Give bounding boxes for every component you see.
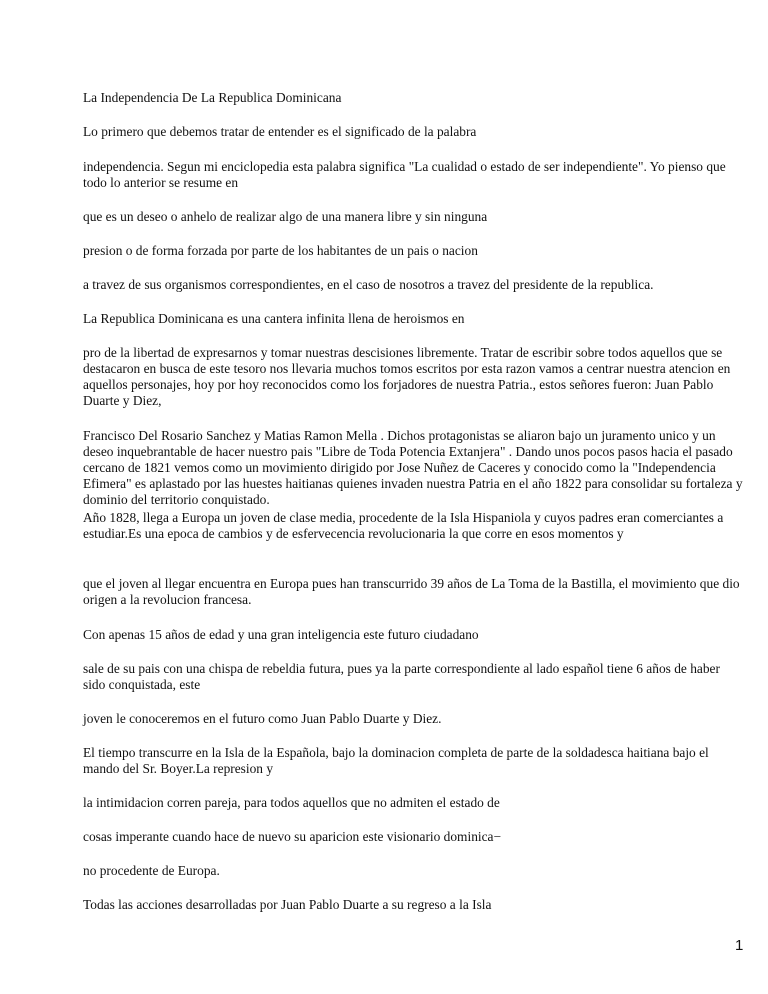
paragraph: cosas imperante cuando hace de nuevo su aparicion este visionario dominica− (83, 829, 502, 844)
paragraph: Con apenas 15 años de edad y una gran inteligencia este futuro ciudadano (83, 627, 479, 642)
paragraph: no procedente de Europa. (83, 863, 220, 878)
paragraph: Año 1828, llega a Europa un joven de clase media, procedente de la Isla Hispaniola y cuyos padres eran comerciantes a estudiar.Es una epoca de cambios y de esfervecencia revolucionaria la que corre en esos momentos y (83, 510, 724, 541)
paragraph: la intimidacion corren pareja, para todos aquellos que no admiten el estado de (83, 795, 500, 810)
paragraph: Todas las acciones desarrolladas por Juan Pablo Duarte a su regreso a la Isla (83, 897, 492, 912)
paragraph: independencia. Segun mi enciclopedia esta palabra significa "La cualidad o estado de ser independiente". Yo pienso que todo lo anterior se resume en (83, 159, 726, 190)
paragraph: presion o de forma forzada por parte de los habitantes de un pais o nacion (83, 243, 478, 258)
paragraph: a travez de sus organismos correspondientes, en el caso de nosotros a travez del presidente de la republica. (83, 277, 654, 292)
paragraph: Lo primero que debemos tratar de entender es el significado de la palabra (83, 124, 477, 139)
document-title: La Independencia De La Republica Dominicana (83, 90, 342, 105)
paragraph: que es un deseo o anhelo de realizar algo de una manera libre y sin ninguna (83, 209, 488, 224)
paragraph: sale de su pais con una chispa de rebeldia futura, pues ya la parte correspondiente al lado español tiene 6 años de haber sido conquistada, este (83, 661, 720, 692)
paragraph: El tiempo transcurre en la Isla de la Española, bajo la dominacion completa de parte de la soldadesca haitiana bajo el mando del Sr. Boyer.La represion y (83, 745, 709, 776)
paragraph: La Republica Dominicana es una cantera infinita llena de heroismos en (83, 311, 465, 326)
paragraph: pro de la libertad de expresarnos y tomar nuestras descisiones libremente. Tratar de escribir sobre todos aquellos que se destacaron en busca de este tesoro nos llevaria muchos tomos escritos por esta razon vamos a centrar nuestra atencion en aquellos personajes, hoy por hoy reconocidos como los forjadores de nuestra Patria., estos señores fueron: Juan Pablo Duarte y Diez, (83, 345, 731, 408)
page-number: 1 (735, 937, 744, 954)
paragraph: joven le conoceremos en el futuro como Juan Pablo Duarte y Diez. (83, 711, 442, 726)
paragraph: que el joven al llegar encuentra en Europa pues han transcurrido 39 años de La Toma de la Bastilla, el movimiento que dio origen a la revolucion francesa. (83, 576, 740, 607)
paragraph: Francisco Del Rosario Sanchez y Matias Ramon Mella . Dichos protagonistas se aliaron bajo un juramento unico y un deseo inquebrantable de hacer nuestro pais "Libre de Toda Potencia Extanjera" . Dando unos pocos pasos hacia el pasado cercano de 1821 vemos como un movimiento dirigido por Jose Nuñez de Caceres y conocido como la "Independencia Efimera" es aplastado por las huestes haitianas quienes invaden nuestra Patria en el año 1822 para consolidar su fortaleza y dominio del territorio conquistado. (83, 428, 743, 507)
